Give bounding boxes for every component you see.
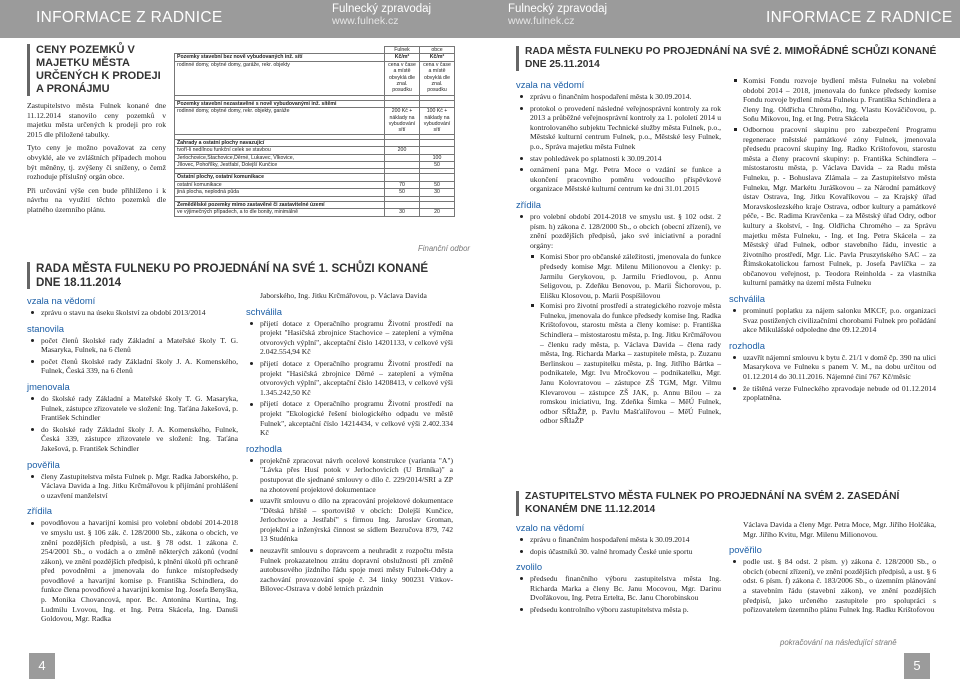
list-item: Komisi Fondu rozvoje bydlení města Fulneku na volební období 2014 – 2018, jmenovala do funkce předsedy komise Fondu rozvoje bydlení města Fulneku p. Františka Schindlera a členy Ing. Oldřicha Chromého, Ing. Vlastu Kováčičovou, p. Soňu Mikovou, Ing. et Ing. Petra Skácela [733, 76, 936, 124]
list-item: prominutí poplatku za nájem salonku MKCF, p.o. organizaci Svaz postižených civilizačními chorobami Fulnek pro pořádání akce Mikulášské odpoledne dne 09.12.2014 [729, 306, 936, 335]
list-item: zprávu o finančním hospodaření města k 30.09.2014. [516, 92, 721, 102]
section-title: INFORMACE Z RADNICE [36, 9, 223, 26]
zast-col1 [516, 517, 721, 617]
rada2-subhead: zřídila [516, 198, 542, 210]
rada1-jmenovala-list [27, 394, 238, 454]
header-band-left [0, 0, 480, 38]
rada1-vzala-list [27, 308, 238, 318]
list-item: zprávu o stavu na úseku školství za období 2013/2014 [27, 308, 238, 318]
rada1-subhead: vzala na vědomí [27, 295, 96, 306]
page-number: 5 [904, 653, 930, 679]
zast-heading-wrap [516, 491, 940, 516]
zast-subhead: zvolilo [516, 561, 543, 573]
rada2-subhead: vzala na vědomí [516, 79, 585, 90]
rada1-subhead: rozhodla [246, 442, 282, 454]
prices-paragraph: Tyto ceny je možno považovat za ceny obvyklé, ale ve zvláštních případech mohou být měněny, tj. zvýšeny či sníženy, o čemž rozhoduje příslušný orgán obce. [27, 143, 166, 182]
masthead-title: Fulnecký zpravodaj [508, 3, 608, 15]
zast-vzalo-list [516, 535, 721, 556]
table-row: rodinné domy, obytné domy, rekr. objekty, garáže 200 Kč + náklady na vybudování sítí 100 Kč + náklady na vybudování sítí [175, 108, 455, 135]
rada2-heading-wrap [516, 46, 940, 71]
table-row: Jílovec, Pohořílky, Jestřabí, Dolejší Kunčice 50 [175, 162, 455, 169]
table-row: Pozemky stavební nezastavěné s nově vybudovanými inž. sítěmi [175, 100, 455, 107]
list-item: podle ust. § 84 odst. 2 písm. y) zákona č. 128/2000 Sb., o obcích (obecní zřízení), ve znění pozdějších předpisů, a ust. § 6 odst. 6 písm. f) zákona č. 183/2006 Sb., o územním plánování a stavebním řádu (stavební zákon), ve znění pozdějších předpisů, jako určeného zastupitele pro spolupráci s pořizovatelem územního plánu Fulnek Ing. Radku Krištofovou [729, 557, 936, 615]
table-header-row: Fulnek obce [175, 47, 455, 54]
prices-table [174, 46, 455, 217]
rada2-commission-list [733, 76, 936, 288]
prices-article [27, 44, 166, 215]
table-row: Zahrady a ostatní plochy navazující [175, 139, 455, 146]
list-item: předsedu kontrolního výboru zastupitelstva města p. [516, 605, 721, 615]
table-row: Zemědělské pozemky mimo zastavěné či zastavitelné území [175, 201, 455, 208]
rada2-heading: RADA MĚSTA FULNEKU PO PROJEDNÁNÍ NA SVÉ 2. MIMOŘÁDNÉ SCHŮZI KONANÉ DNE 25.11.2014 [516, 46, 940, 71]
rada1-subhead: zřídila [27, 505, 53, 517]
list-item: uzavřít smlouvu o dílo na zpracování projektové dokumentace "Dětská hřiště – sportoviště v obcích: Dolejší Kunčice, Jerlochovice a Jestřabí" s firmou Ing. Jaroslav Groman, projekční a inženýrská činnost se sídlem Bezručova 879, 742 13 Studénka [246, 496, 453, 544]
masthead-title: Fulnecký zpravodaj [332, 3, 432, 15]
rada2-col1 [516, 74, 721, 427]
rada1-subhead: schválila [246, 305, 282, 317]
prices-heading: CENY POZEMKŮ V MAJETKU MĚSTA URČENÝCH K PRODEJI A PRONÁJMU [27, 44, 166, 96]
masthead-url[interactable]: www.fulnek.cz [332, 15, 399, 27]
rada2-zridila-sublist [530, 252, 721, 426]
rada2-col2 [729, 76, 936, 405]
prices-paragraph: Při určování výše cen bude přihlíženo i k návrhu na využití těchto pozemků dle platného územního plánu. [27, 185, 166, 214]
rada1-subhead: jmenovala [27, 380, 70, 392]
list-item: neuzavřít smlouvu s dopravcem a neuhradit z rozpočtu města Fulnek prokazatelnou ztrátu dopravní obslužnosti při změně autobusového jízdního řádu spoje mezi městy Fulnek-Odry a zachování provozování spoje č. 34 linky 900231 Vítkov-Bílovec-Ostrava v době letních prázdnin [246, 546, 453, 594]
masthead [332, 3, 431, 27]
rada1-subhead: pověřila [27, 458, 60, 470]
zast-heading: ZASTUPITELSTVO MĚSTA FULNEK PO PROJEDNÁNÍ NA SVÉM 2. ZASEDÁNÍ KONANÉM DNE 11.12.2014 [516, 491, 940, 516]
rada2-vzala-list [516, 92, 721, 194]
rada1-schvalila-list [246, 319, 453, 438]
rada2-subhead: schválila [729, 293, 765, 305]
rada2-rozhodla-list [729, 353, 936, 403]
rada2-zridila-list [516, 212, 721, 250]
table-row: jiná plocha, neplodná půda 50 30 [175, 189, 455, 196]
rada1-col1 [27, 290, 238, 626]
prices-footer: Finanční odbor [418, 244, 471, 253]
list-item: přijetí dotace z Operačního programu Životní prostředí na projekt "Hasičská zbrojnice Děrné – zateplení a výměna otvorových výplní", akceptační číslo 14208413, v celkové výši 1.345.242,50 Kč [246, 359, 453, 397]
rada1-zridila-list [27, 518, 238, 624]
table-row: ostatní komunikace 70 50 [175, 181, 455, 188]
list-item: přijetí dotace z Operačního programu Životní prostředí na projekt "Hasičská zbrojnice Stachovice – zateplení a výměna otvorových výplní", akceptační číslo 14201133, v celkové výši 2.042.554,94 Kč [246, 319, 453, 357]
list-item: oznámení pana Mgr. Petra Moce o vzdání se funkce a ukončení pracovního poměru vedoucího příspěvkové organizace Městské kulturní centrum ke dni 31.01.2015 [516, 165, 721, 194]
masthead-url[interactable]: www.fulnek.cz [508, 15, 575, 27]
list-item: že tištěná verze Fulneckého zpravodaje nebude od 01.12.2014 zpoplatněna. [729, 384, 936, 403]
list-item: povodňovou a havarijní komisi pro volební období 2014-2018 ve smyslu ust. § 106 zák. č. 128/2000 Sb., zákona o obcích, ve znění pozdějších předpisů, a ust. § 78 odst. 1 zákona č. 254/2001 Sb., o vodách a o změně některých zákonů (vodní zákon), ve znění pozdějších předpisů, k plnění úkolů při ochraně před povodněmi a jmenovala do funkce místopředsedy povodňové a havarijní komise p. Františka Schindlera, do funkce člena povodňové a havarijní komise Ing. Josefa Benyška, p. Monika Chovancová, npor. Bc. Antonína Kurtina, Ing. Ludmilu Lvovou, Ing. et Ing. Petra Skácela, Ing. Danuši Goldovou, Mgr. Radka [27, 518, 238, 624]
list-item: dopis účastníků 30. valné hromady České unie sportu [516, 547, 721, 557]
list-item: počet členů školské rady Základní školy J. A. Komenského, Fulnek, Česká 339, na 6 členů [27, 357, 238, 376]
list-item: přijetí dotace z Operačního programu Životní prostředí na projekt "Ekologické řešení biologického odpadu ve městě Fulnek", akceptační číslo 14214434, v celkové výši 2.402.334 Kč [246, 399, 453, 437]
zast-poverilo-list [729, 557, 936, 615]
prices-table-wrap [174, 46, 455, 217]
header-band-right [480, 0, 960, 38]
list-item: do školské rady Základní školy J. A. Komenského, Fulnek, Česká 339, zástupce zřizovatele ve složení: Ing. Taťána Jakešová, p. František Schindler [27, 425, 238, 454]
list-item: protokol o provedení následné veřejnosprávní kontroly za rok 2013 a průběžné veřejnosprávní kontroly za 1. pololetí 2014 u kontrolovaného subjektu Technické služby města Fulnek, p.o., Městské kulturní centrum Fulnek, p.o., Městské lesy Fulnek, p.o., Správa majetku města Fulnek [516, 104, 721, 152]
prices-paragraph: Zastupitelstvo města Fulnek konané dne 11.12.2014 stanovilo ceny pozemků v majetku města určených k prodeji pro rok 2015 dle přiložené tabulky. [27, 101, 166, 139]
table-row: Jerlochovice,Stachovice,Děrné, Lukavec, Vlkovice, 100 [175, 154, 455, 161]
table-row: rodinné domy, obytné domy, garáže, rekr. objekty cena v čase a místě obvyklá dle znal. posudku cena v čase a místě obvyklá dle znal. posudku [175, 61, 455, 95]
table-row: tvoří-li nedílnou funkční celek se stavbou 200 [175, 147, 455, 154]
right-page [480, 0, 960, 679]
list-item: stav pohledávek po splatnosti k 30.09.2014 [516, 154, 721, 164]
zast-col2 [729, 520, 936, 617]
zast-subhead: pověřilo [729, 544, 762, 556]
rada1-heading-wrap [27, 262, 452, 289]
rada2-subhead: rozhodla [729, 339, 765, 351]
list-item: projekčně zpracovat návrh ocelové konstrukce (varianta "A") "Lávka přes Husí potok v Jerlochovicích (U Brtníka)" a postupovat dle sjednané smlouvy o dílo č. 229/2014/SRI a ZP na zhotovení projektové dokumentace [246, 456, 453, 494]
rada1-subhead: stanovila [27, 322, 65, 334]
rada1-rozhodla-list [246, 456, 453, 594]
zast-subhead: vzalo na vědomí [516, 522, 585, 533]
list-item: počet členů školské rady Základní a Mateřské školy T. G. Masaryka, Fulnek, na 6 členů [27, 336, 238, 355]
list-item: zprávu o finančním hospodaření města k 30.09.2014 [516, 535, 721, 545]
page-number: 4 [29, 653, 55, 679]
list-item: pro volební období 2014-2018 ve smyslu ust. § 102 odst. 2 písm. h) zákona č. 128/2000 Sb., o obcích (obecní zřízení), ve znění pozdějších předpisů, jako své iniciativní a poradní orgány: [516, 212, 721, 250]
rada1-col2 [246, 291, 453, 596]
rada1-poverila-list [27, 472, 238, 501]
table-row: ve výjimečných případech, a to dle bonity, minimálně 30 20 [175, 209, 455, 216]
list-item: do školské rady Základní a Mateřské školy T. G. Masaryka, Fulnek, zástupce zřizovatele ve složení: Ing. Taťána Jakešová, p. František Schindler [27, 394, 238, 423]
list-item: předsedu finančního výboru zastupitelstva města Ing. Richarda Marka a členy Bc. Janu Mocovou, Mgr. Darinu Dvořákovou, Ing. Petra Ertelta, Bc. Janu Chorobinskou [516, 574, 721, 603]
list-item: Odbornou pracovní skupinu pro zabezpečení Programu regenerace městské památkové zóny Fulnek, jmenovala předsedu pracovní skupiny Ing. Radko Krištofovou, starostu města a členy pracovní skupiny: p. Františka Schindlera – místostarostu města, p. Václava Davida – za Radu města Fulneku, p. - Bohuslava Zlámala – za Zastupitelstvo města Fulneku, Mgr. Markétu Juráškovou – za Národní památkový ústav Ostrava, Ing. Jitku Kovaříkovou – za Krajský úřad Moravskoslezského kraje Ostrava, odbor kultury a památkové péče, - Bc. Radima Kravčenka – za Městský úřad Odry, odbor kultury a školství, - Ing. Oldřicha Chromého – za Správu majetku města Fulneku, - Ing. et Ing. Petra Skácela – za Městský úřad Fulnek, odbor stavebního řádu, investic a životního prostředí, Mgr. Lic. Pavla Pruszyńského SAC – za Římskokatolickou farnost Fulnek, p. Josefa Pavlíčka – za občanovou veřejnost, p. Teodora Reinholda - za vlastníka kulturní památky na území města Fulneku [733, 125, 936, 288]
table-row: Ostatní plochy, ostatní komunikace [175, 174, 455, 181]
rada1-heading: RADA MĚSTA FULNEKU PO PROJEDNÁNÍ NA SVÉ 1. SCHŮZI KONANÉ DNE 18.11.2014 [27, 262, 452, 289]
list-item: členy Zastupitelstva města Fulnek p. Mgr. Radka Jaborského, p. Václava Davida a Ing. Jitku Krčmářovou k přijímání prohlášení o uzavření manželství [27, 472, 238, 501]
list-item: Komisi pro životní prostředí a strategického rozvoje města Fulneku, jmenovala do funkce předsedy komise Ing. Radka Krištofovou, starostu města a členy komise: p. Františka Schindlera – místostarostu města, p. Ing. Jitku Krčmářovou – členku rady města, p. Václava Davida – člena rady města, Ing. Richarda Marka – zastupitele města, p. Zuzanu Berlinskou – zastupitelku města, p. Ing. Jitřího Bártka – podnikatele, Mgr. Ivu Mročkovou – podnikatelku, Mgr. Janu Kolovratovou – zástupce ZŠ TGM, Mgr. Vilmu Klevarovou – zástupce ZŠ JAK, p. Annu Bílou – za romskou iniciativu, Ing. Zdeňka Šimka – MěÚ Fulnek, odbor SŘIaŽP, p. Pavlu Mašťalířovou – MěÚ Fulnek, odbor SŘIaŽP [530, 301, 721, 426]
zast-continuation: Václava Davida a členy Mgr. Petra Moce, Mgr. Jiřího Holčáka, Mgr. Jiřího Kvitu, Mgr. Milenu Milionovou. [743, 520, 936, 539]
continued-note: pokračování na následující straně [780, 638, 897, 647]
list-item: uzavřít nájemní smlouvu k bytu č. 21/1 v domě čp. 390 na ulici Masarykova ve Fulneku s panem V. M., na dobu určitou od 01.12.2014 do 30.11.2016. Nájemné činí 767 Kč/měsíc [729, 353, 936, 382]
masthead [508, 3, 607, 27]
rada1-continuation: Jaborského, Ing. Jitku Krčmářovou, p. Václava Davida [260, 291, 427, 300]
list-item: Komisi Sbor pro občanské záležitosti, jmenovala do funkce předsedy komise Mgr. Milenu Milionovou a členky: p. Jarmilu Gerykovou, p. Jarmilu Friedlovou, p. Annu Seligovou, p. Zdeňku Benovou, p. Marii Šichorovou, p. Elišku Klosovou, p. Marii Pospíšilovou [530, 252, 721, 300]
table-row: Pozemky stavební bez nově vybudovaných inž. sítí Kč/m² Kč/m² [175, 54, 455, 61]
section-title: INFORMACE Z RADNICE [766, 9, 953, 26]
rada2-schvalila-list [729, 306, 936, 335]
rada1-stanovila-list [27, 336, 238, 376]
zast-zvolilo-list [516, 574, 721, 614]
